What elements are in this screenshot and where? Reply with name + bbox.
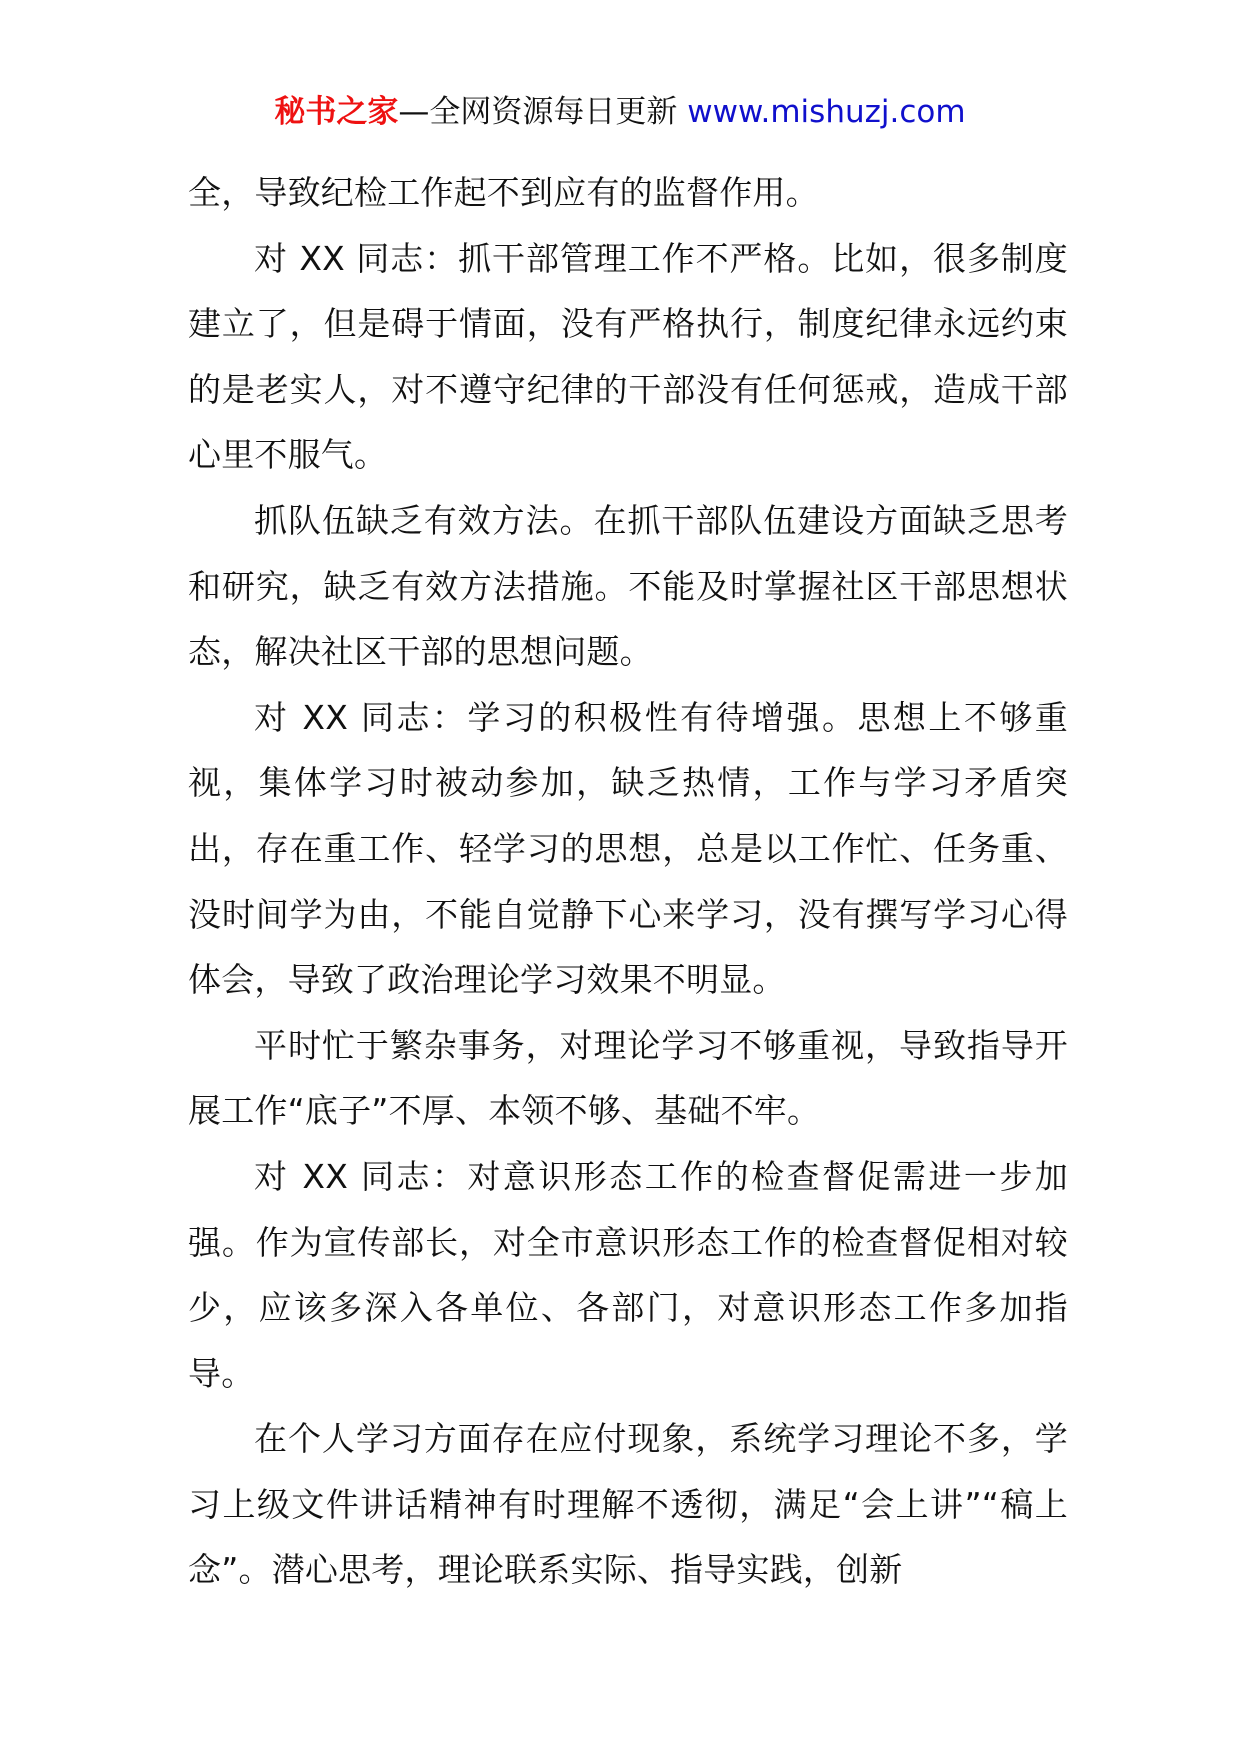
document-body: [188, 160, 1068, 1603]
paragraph: 对 XX 同志：抓干部管理工作不严格。比如，很多制度建立了，但是碍于情面，没有严格执行，制度纪律永远约束的是老实人，对不遵守纪律的干部没有任何惩戒，造成干部心里不服气。: [188, 238, 1068, 475]
paragraph: 对 XX 同志：对意识形态工作的检查督促需进一步加强。作为宣传部长，对全市意识形态工作的检查督促相对较少，应该多深入各单位、各部门，对意识形态工作多加指导。: [188, 1156, 1068, 1393]
paragraph: 抓队伍缺乏有效方法。在抓干部队伍建设方面缺乏思考和研究，缺乏有效方法措施。不能及时掌握社区干部思想状态，解决社区干部的思想问题。: [188, 500, 1068, 672]
header-tagline: —全网资源每日更新: [398, 94, 688, 130]
paragraph: 对 XX 同志：学习的积极性有待增强。思想上不够重视，集体学习时被动参加，缺乏热情，工作与学习矛盾突出，存在重工作、轻学习的思想，总是以工作忙、任务重、没时间学为由，不能自觉静下心来学习，没有撰写学习心得体会，导致了政治理论学习效果不明显。: [188, 697, 1068, 1000]
paragraph: 平时忙于繁杂事务，对理论学习不够重视，导致指导开展工作“底子”不厚、本领不够、基础不牢。: [188, 1025, 1068, 1131]
site-header: [0, 92, 1240, 132]
paragraph: 在个人学习方面存在应付现象，系统学习理论不多，学习上级文件讲话精神有时理解不透彻，满足“会上讲”“稿上念”。潜心思考，理论联系实际、指导实践，创新: [188, 1419, 1068, 1590]
site-url-link[interactable]: www.mishuzj.com: [687, 94, 966, 130]
brand-name: 秘书之家: [274, 94, 399, 130]
paragraph-continuation: 全，导致纪检工作起不到应有的监督作用。: [188, 173, 819, 212]
